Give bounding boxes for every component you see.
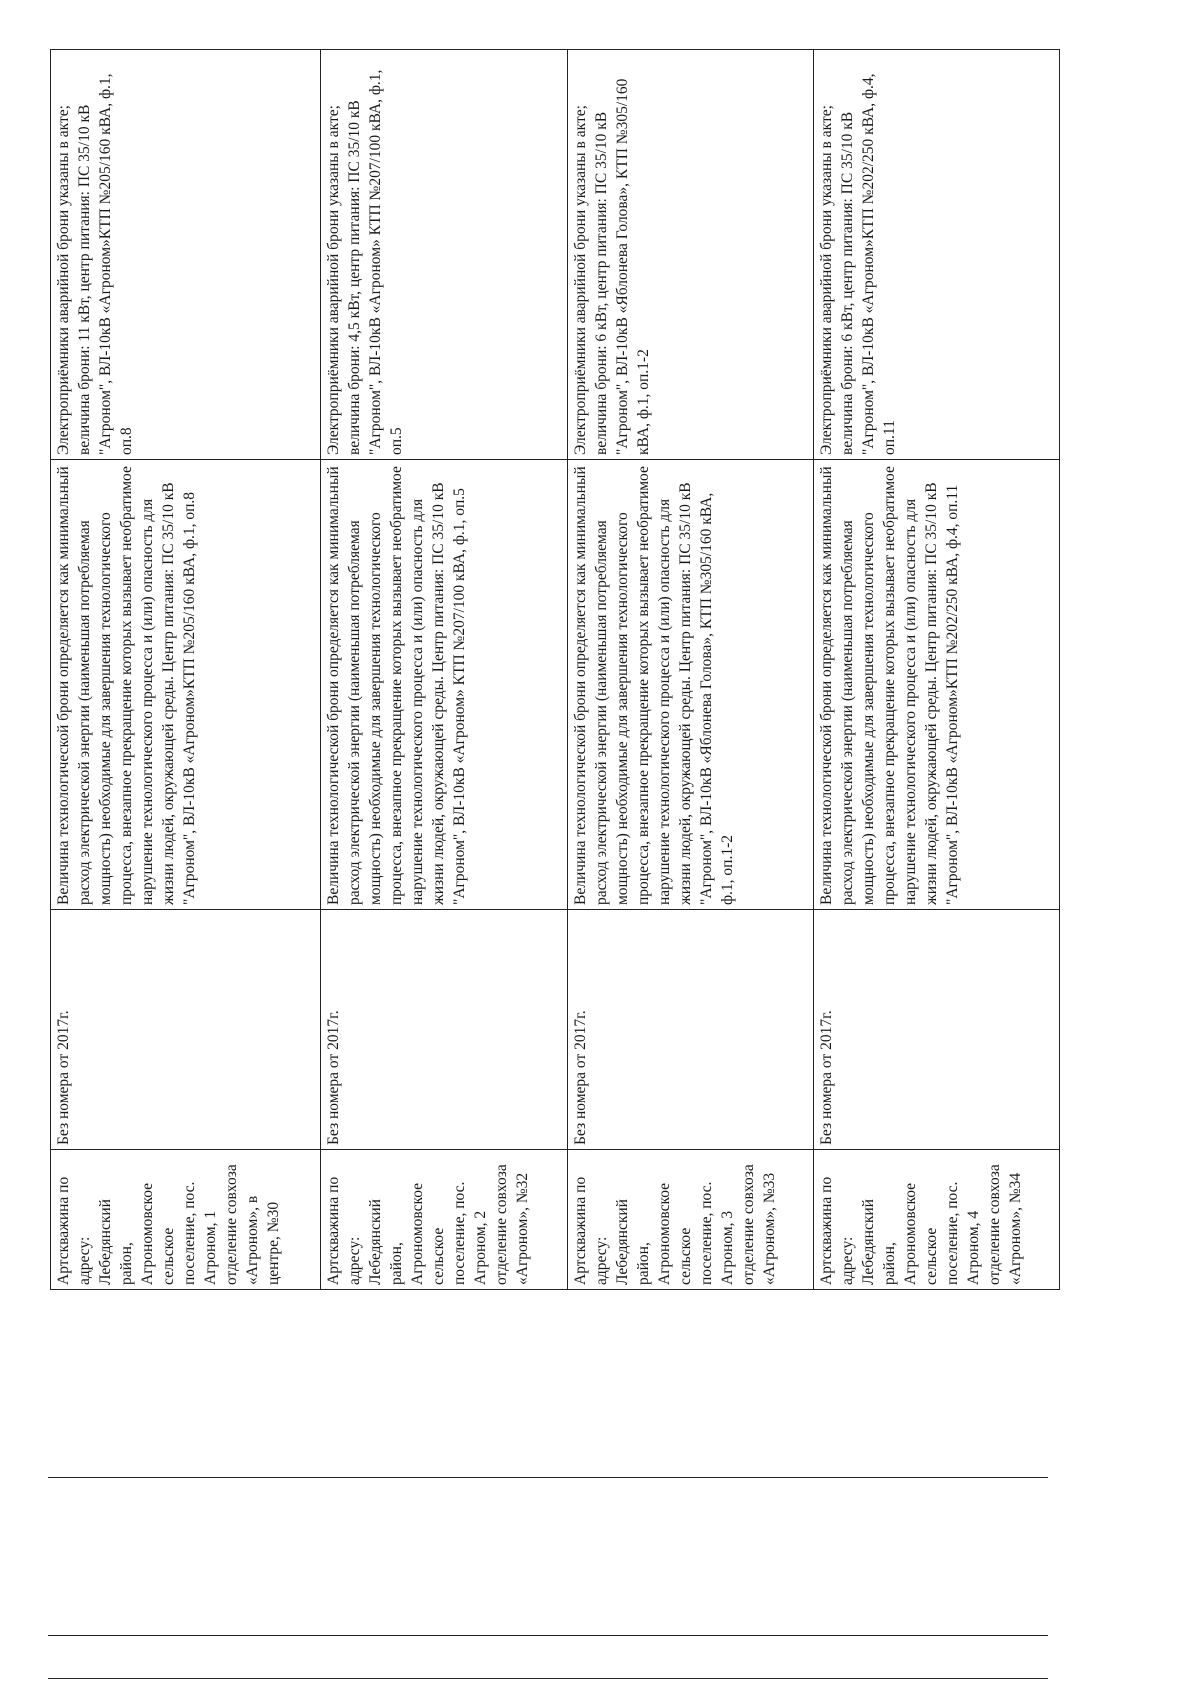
table-row bbox=[321, 50, 567, 1290]
horizontal-rule bbox=[48, 1678, 1048, 1679]
table-row bbox=[567, 50, 813, 1290]
tech-reserve-cell: Величина технологической брони определяется как минимальный расход электрической энергии (наименьшая потребляемая мощность) необходимые для завершения технологического процесса, внезапное прекращение которых вызывает необратимое нарушение технологического процесса и (или) опасность для жизни людей, окружающей среды. Центр питания: ПС 35/10 кВ "Агроном", ВЛ-10кВ «Агроном»КТП №205/160 кВА, ф.1, оп.8 bbox=[51, 460, 321, 910]
tech-reserve-cell: Величина технологической брони определяется как минимальный расход электрической энергии (наименьшая потребляемая мощность) необходимые для завершения технологического процесса, внезапное прекращение которых вызывает необратимое нарушение технологического процесса и (или) опасность для жизни людей, окружающей среды. Центр питания: ПС 35/10 кВ "Агроном", ВЛ-10кВ «Яблонева Голова», КТП №305/160 кВА, ф.1, оп.1-2 bbox=[567, 460, 813, 910]
emergency-reserve-cell: Электроприёмники аварийной брони указаны в акте; величина брони: 6 кВт, центр питания: ПС 35/10 кВ "Агроном", ВЛ-10кВ «Агроном»КТП №202/250 кВА, ф.4, оп.11 bbox=[813, 50, 1059, 460]
table-row bbox=[51, 50, 321, 1290]
act-cell: Без номера от 2017г. bbox=[813, 910, 1059, 1150]
emergency-reserve-cell: Электроприёмники аварийной брони указаны в акте; величина брони: 6 кВт, центр питания: ПС 35/10 кВ "Агроном", ВЛ-10кВ «Яблонева Голова», КТП №305/160 кВА, ф.1, оп.1-2 bbox=[567, 50, 813, 460]
emergency-reserve-cell: Электроприёмники аварийной брони указаны в акте; величина брони: 11 кВт, центр питания: ПС 35/10 кВ "Агроном", ВЛ-10кВ «Агроном»КТП №205/160 кВА, ф.1, оп.8 bbox=[51, 50, 321, 460]
address-cell: Артскважина по адресу: Лебедянский район, Агрономовское сельское поселение, пос. Агроном, 4 отделение совхоза «Агроном», №34 bbox=[813, 1150, 1059, 1290]
act-cell: Без номера от 2017г. bbox=[567, 910, 813, 1150]
rotated-table-wrapper bbox=[50, 50, 1060, 1290]
table-row bbox=[813, 50, 1059, 1290]
act-cell: Без номера от 2017г. bbox=[51, 910, 321, 1150]
reserve-table bbox=[50, 49, 1060, 1290]
address-cell: Артскважина по адресу: Лебедянский район, Агрономовское сельское поселение, пос. Агроном, 1 отделение совхоза «Агроном», в центре, №30 bbox=[51, 1150, 321, 1290]
emergency-reserve-cell: Электроприёмники аварийной брони указаны в акте; величина брони: 4,5 кВт, центр питания: ПС 35/10 кВ "Агроном", ВЛ-10кВ «Агроном» КТП №207/100 кВА, ф.1, оп.5 bbox=[321, 50, 567, 460]
horizontal-rule bbox=[48, 1635, 1048, 1636]
tech-reserve-cell: Величина технологической брони определяется как минимальный расход электрической энергии (наименьшая потребляемая мощность) необходимые для завершения технологического процесса, внезапное прекращение которых вызывает необратимое нарушение технологического процесса и (или) опасность для жизни людей, окружающей среды. Центр питания: ПС 35/10 кВ "Агроном", ВЛ-10кВ «Агроном» КТП №207/100 кВА, ф.1, оп.5 bbox=[321, 460, 567, 910]
address-cell: Артскважина по адресу: Лебедянский район, Агрономовское сельское поселение, пос. Агроном, 3 отделение совхоза «Агроном», №33 bbox=[567, 1150, 813, 1290]
act-cell: Без номера от 2017г. bbox=[321, 910, 567, 1150]
address-cell: Артскважина по адресу: Лебедянский район, Агрономовское сельское поселение, пос. Агроном, 2 отделение совхоза «Агроном», №32 bbox=[321, 1150, 567, 1290]
tech-reserve-cell: Величина технологической брони определяется как минимальный расход электрической энергии (наименьшая потребляемая мощность) необходимые для завершения технологического процесса, внезапное прекращение которых вызывает необратимое нарушение технологического процесса и (или) опасность для жизни людей, окружающей среды. Центр питания: ПС 35/10 кВ "Агроном", ВЛ-10кВ «Агроном»КТП №202/250 кВА, ф.4, оп.11 bbox=[813, 460, 1059, 910]
horizontal-rule bbox=[48, 1477, 1048, 1478]
